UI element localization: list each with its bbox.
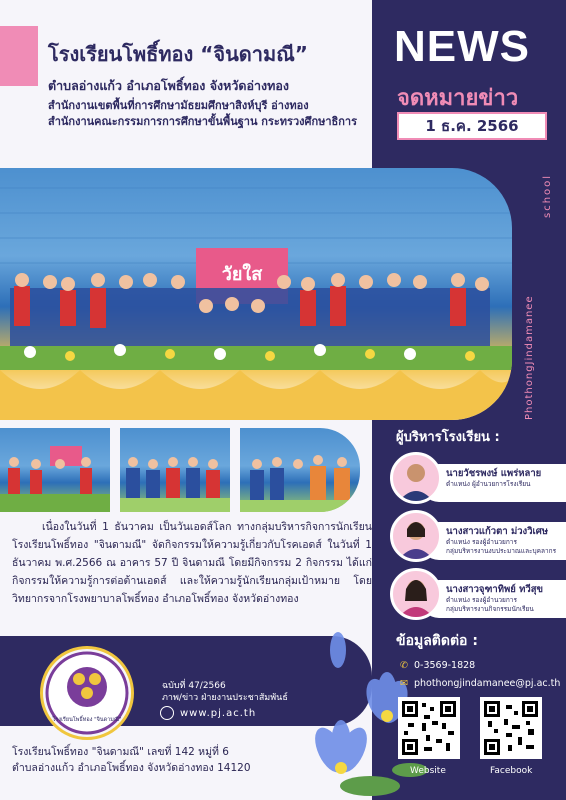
issue-date: 1 ธ.ค. 2566 xyxy=(397,112,547,140)
school-commission: สำนักงานคณะกรรมการการศึกษาขั้นพื้นฐาน กระทรวงศึกษาธิการ xyxy=(48,115,358,128)
vertical-brand-name: PhothongJindamanee xyxy=(524,295,535,420)
globe-icon xyxy=(160,706,174,720)
news-heading: NEWS xyxy=(394,22,530,71)
event-photo-illustration xyxy=(0,168,512,420)
issue-credit: ภาพ/ข่าว ฝ่ายงานประชาสัมพันธ์ xyxy=(162,693,288,703)
admin-position: ตำแหน่ง ผู้อำนวยการโรงเรียน xyxy=(446,480,531,488)
admin-position: ตำแหน่ง รองผู้อำนวยการ กลุ่มบริหารงานงบประมาณและบุคลากร xyxy=(446,538,557,555)
main-event-photo xyxy=(0,168,512,420)
facebook-qr-code[interactable] xyxy=(480,697,542,759)
news-heading-thai: จดหมายข่าว xyxy=(397,86,519,111)
avatar xyxy=(390,568,442,620)
issue-number: ฉบับที่ 47/2566 xyxy=(162,681,226,691)
admin-name: นางสาวจุฑาทิพย์ ทวีสุข xyxy=(446,584,544,595)
administrators-title: ผู้บริหารโรงเรียน : xyxy=(396,430,500,445)
website-qr-label: Website xyxy=(410,766,446,776)
phone-icon: ✆ xyxy=(400,660,408,671)
admin-card-3 xyxy=(380,568,566,622)
event-photo-2 xyxy=(120,428,230,512)
address-line-2: ตำบลอ่างแก้ว อำเภอโพธิ์ทอง จังหวัดอ่างทอง 14120 xyxy=(12,762,251,774)
logo-text: โรงเรียนโพธิ์ทอง "จินดามณี" xyxy=(52,717,122,723)
admin-card-1 xyxy=(380,452,566,506)
school-logo xyxy=(40,646,134,740)
address-line-1: โรงเรียนโพธิ์ทอง "จินดามณี" เลขที่ 142 หมู่ที่ 6 xyxy=(12,746,229,758)
website-link[interactable]: www.pj.ac.th xyxy=(160,706,256,720)
admin-card-2 xyxy=(380,510,566,564)
school-address-line: ตำบลอ่างแก้ว อำเภอโพธิ์ทอง จังหวัดอ่างทอง xyxy=(48,78,289,93)
issue-info xyxy=(162,680,288,704)
contact-email[interactable]: ✉ phothongjindamanee@pj.ac.th xyxy=(400,678,561,689)
school-title: โรงเรียนโพธิ์ทอง “จินดามณี” xyxy=(48,42,308,66)
pink-accent-tab xyxy=(0,26,38,86)
school-area-office: สำนักงานเขตพื้นที่การศึกษามัธยมศึกษาสิงห์บุรี อ่างทอง xyxy=(48,99,309,112)
admin-position: ตำแหน่ง รองผู้อำนวยการ กลุ่มบริหารงานกิจกรรมนักเรียน xyxy=(446,596,534,613)
contact-title: ข้อมูลติดต่อ : xyxy=(396,633,478,649)
website-qr-code[interactable] xyxy=(398,697,460,759)
flower-decoration xyxy=(0,344,512,370)
article-body: เนื่องในวันที่ 1 ธันวาคม เป็นวันเอดส์โลก ทางกลุ่มบริหารกิจการนักเรียน โรงเรียนโพธิ์ทอง "จินดามณี" จัดกิจกรรมให้ความรู้เกี่ยวกับโรคเอดส์ ในวันที่ 1 ธันวาคม พ.ศ.2566 ณ อาคาร 57 ปี จินดามณี โดยมีกิจกรรม 2 กิจกรรม ได้แก่ กิจกรรมให้ความรู้การต่อต้านเอดส์ และให้ความรู้นักเรียนกลุ่มเป้าหมาย โดยวิทยากรจากโรงพยาบาลโพธิ์ทอง อำเภอโพธิ์ทอง จังหวัดอ่างทอง xyxy=(12,521,372,605)
admin-name: นางสาวแก้วตา ม่วงวิเศษ xyxy=(446,526,549,537)
drape-decoration xyxy=(0,370,512,420)
facebook-qr-label: Facebook xyxy=(490,766,533,776)
contact-phone[interactable]: ✆ 0-3569-1828 xyxy=(400,660,476,671)
school-address xyxy=(12,744,251,776)
event-photo-1 xyxy=(0,428,110,512)
vertical-branding xyxy=(522,168,552,428)
event-photo-3 xyxy=(240,428,360,512)
vertical-school-word: school xyxy=(542,173,553,218)
avatar xyxy=(390,452,442,504)
email-icon: ✉ xyxy=(400,678,408,689)
admin-name: นายวัชรพงษ์ แพร่หลาย xyxy=(446,468,542,479)
avatar xyxy=(390,510,442,562)
event-banner-text: วัยใส xyxy=(221,264,263,285)
